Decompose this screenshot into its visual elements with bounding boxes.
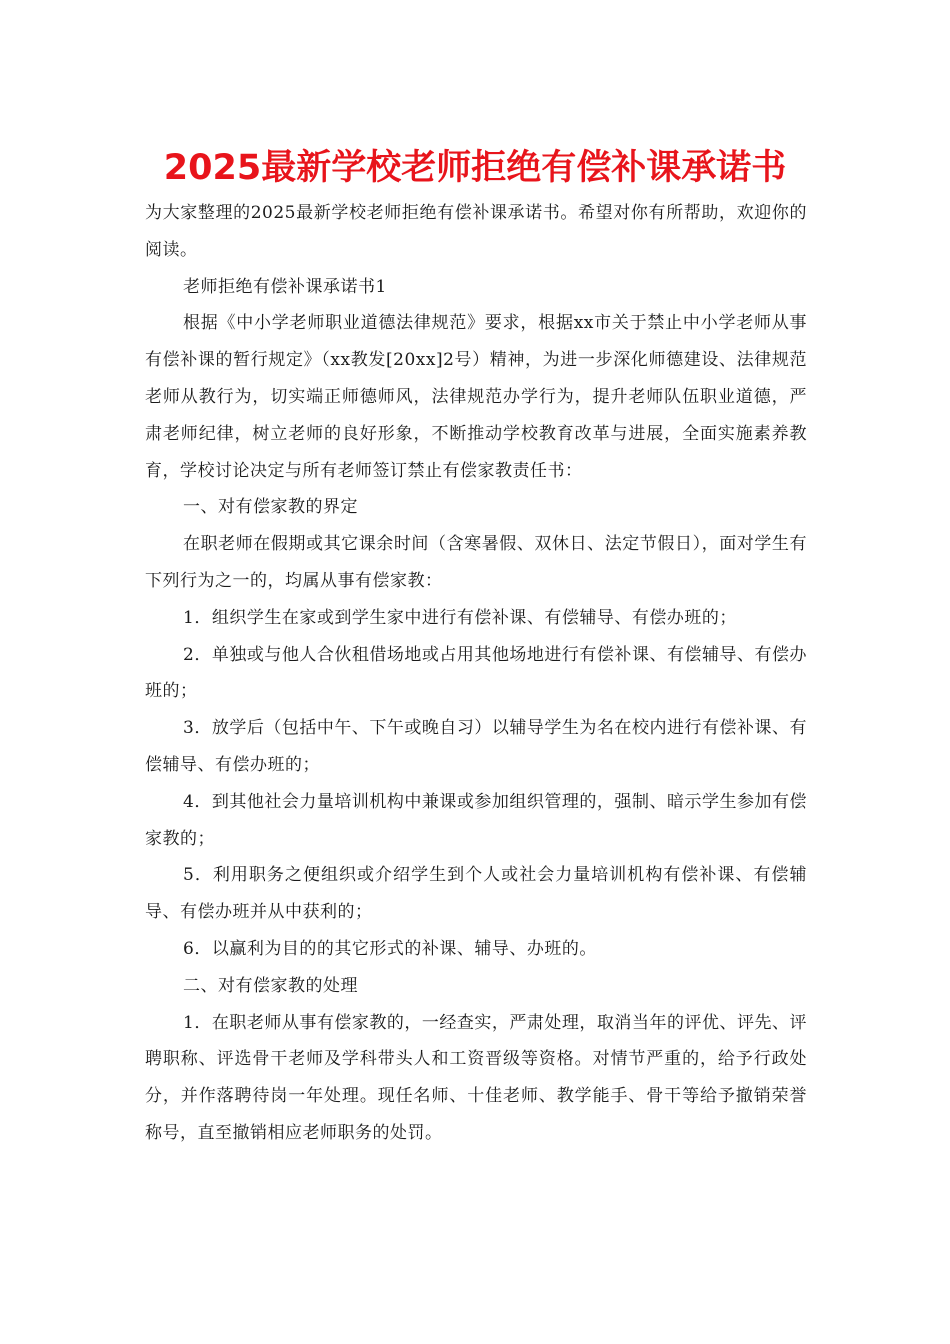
body-paragraph: 根据《中小学老师职业道德法律规范》要求，根据xx市关于禁止中小学老师从事有偿补课的暂行规定》（xx教发[20xx]2号）精神，为进一步深化师德建设、法律规范老师从教行为，切实端正师德师风，法律规范办学行为，提升老师队伍职业道德，严肃老师纪律，树立老师的良好形象，不断推动学校教育改革与进展，全面实施素养教育，学校讨论决定与所有老师签订禁止有偿家教责任书：: [145, 313, 807, 481]
list-item: 4．到其他社会力量培训机构中兼课或参加组织管理的，强制、暗示学生参加有偿家教的；: [145, 791, 807, 849]
list-item: 1．在职老师从事有偿家教的，一经查实，严肃处理，取消当年的评优、评先、评聘职称、评选骨干老师及学科带头人和工资晋级等资格。对情节严重的，给予行政处分，并作落聘待岗一年处理。现任名师、十佳老师、教学能手、骨干等给予撤销荣誉称号，直至撤销相应老师职务的处罚。: [145, 1012, 807, 1143]
document-title: 2025最新学校老师拒绝有偿补课承诺书: [163, 148, 787, 188]
section-heading: 二、对有偿家教的处理: [183, 975, 358, 996]
section-heading: 一、对有偿家教的界定: [183, 497, 358, 518]
list-item: 1．组织学生在家或到学生家中进行有偿补课、有偿辅导、有偿办班的；: [183, 607, 737, 628]
list-item: 6．以赢利为目的的其它形式的补课、辅导、办班的。: [183, 938, 597, 959]
intro-paragraph: 为大家整理的2025最新学校老师拒绝有偿补课承诺书。希望对你有所帮助，欢迎你的阅读。: [145, 203, 807, 260]
section-heading: 老师拒绝有偿补课承诺书1: [183, 276, 387, 297]
list-item: 2．单独或与他人合伙租借场地或占用其他场地进行有偿补课、有偿辅导、有偿办班的；: [145, 644, 807, 702]
list-item: 3．放学后（包括中午、下午或晚自习）以辅导学生为名在校内进行有偿补课、有偿辅导、有偿办班的；: [145, 718, 807, 775]
list-item: 5．利用职务之便组织或介绍学生到个人或社会力量培训机构有偿补课、有偿辅导、有偿办班并从中获利的；: [145, 865, 807, 923]
document-body: [145, 195, 807, 1152]
body-paragraph: 在职老师在假期或其它课余时间（含寒暑假、双休日、法定节假日），面对学生有下列行为之一的，均属从事有偿家教：: [145, 534, 807, 591]
